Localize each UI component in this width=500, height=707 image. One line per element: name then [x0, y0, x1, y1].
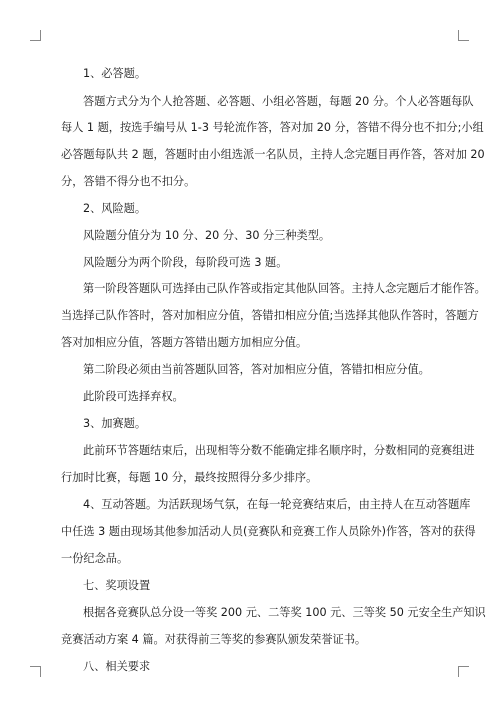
paragraph-line: 当选择己队作答时，答对加相应分值，答错扣相应分值;当选择其他队作答时，答题方 — [61, 309, 479, 322]
paragraph-line: 风险题分值分为 10 分、20 分、30 分三种类型。 — [83, 229, 331, 242]
paragraph-line: 答题方式分为个人抢答题、必答题、小组必答题，每题 20 分。个人必答题每队 — [83, 95, 474, 108]
heading-risk-question: 2、风险题。 — [83, 202, 147, 215]
paragraph-line: 必答题每队共 2 题，答题时由小组选派一名队员，主持人念完题目再作答，答对加 20 — [61, 148, 485, 161]
paragraph-line: 答对加相应分值，答题方答错出题方加相应分值。 — [61, 336, 308, 349]
paragraph-line: 风险题分为两个阶段，每阶段可选 3 题。 — [83, 256, 288, 269]
paragraph-line: 第二阶段必须由当前答题队回答，答对加相应分值，答错扣相应分值。 — [83, 363, 430, 376]
crop-mark-bottom-left — [30, 666, 41, 677]
crop-mark-bottom-right — [458, 666, 469, 677]
crop-mark-top-right — [458, 30, 469, 41]
paragraph-line: 此阶段可选择弃权。 — [83, 390, 184, 403]
paragraph-line: 中任选 3 题由现场其他参加活动人员(竞赛队和竞赛工作人员除外)作答，答对的获得 — [61, 525, 476, 538]
heading-awards: 七、奖项设置 — [83, 579, 151, 592]
paragraph-line: 第一阶段答题队可选择由己队作答或指定其他队回答。主持人念完题后才能作答。 — [83, 282, 486, 295]
paragraph-line: 分，答错不得分也不扣分。 — [61, 175, 196, 188]
paragraph-line: 一份纪念品。 — [61, 552, 129, 565]
paragraph-line: 行加时比赛，每题 10 分，最终按照得分多少排序。 — [61, 471, 318, 484]
paragraph-line: 此前环节答题结束后，出现相等分数不能确定排名顺序时，分数相同的竞赛组进 — [83, 444, 475, 457]
heading-must-answer: 1、必答题。 — [83, 67, 147, 80]
crop-mark-top-left — [30, 30, 41, 41]
paragraph-line: 竞赛活动方案 4 篇。对获得前三等奖的参赛队颁发荣誉证书。 — [61, 633, 367, 646]
heading-interactive: 4、互动答题。为活跃现场气氛，在每一轮竞赛结束后，由主持人在互动答题库 — [83, 498, 471, 511]
paragraph-line: 根据各竞赛队总分设一等奖 200 元、二等奖 100 元、三等奖 50 元安全生产知识 — [83, 606, 486, 619]
heading-requirements: 八、相关要求 — [83, 660, 151, 673]
paragraph-line: 每人 1 题，按选手编号从 1-3 号轮流作答，答对加 20 分，答错不得分也不扣分;小组 — [61, 121, 484, 134]
heading-tiebreaker: 3、加赛题。 — [83, 417, 147, 430]
